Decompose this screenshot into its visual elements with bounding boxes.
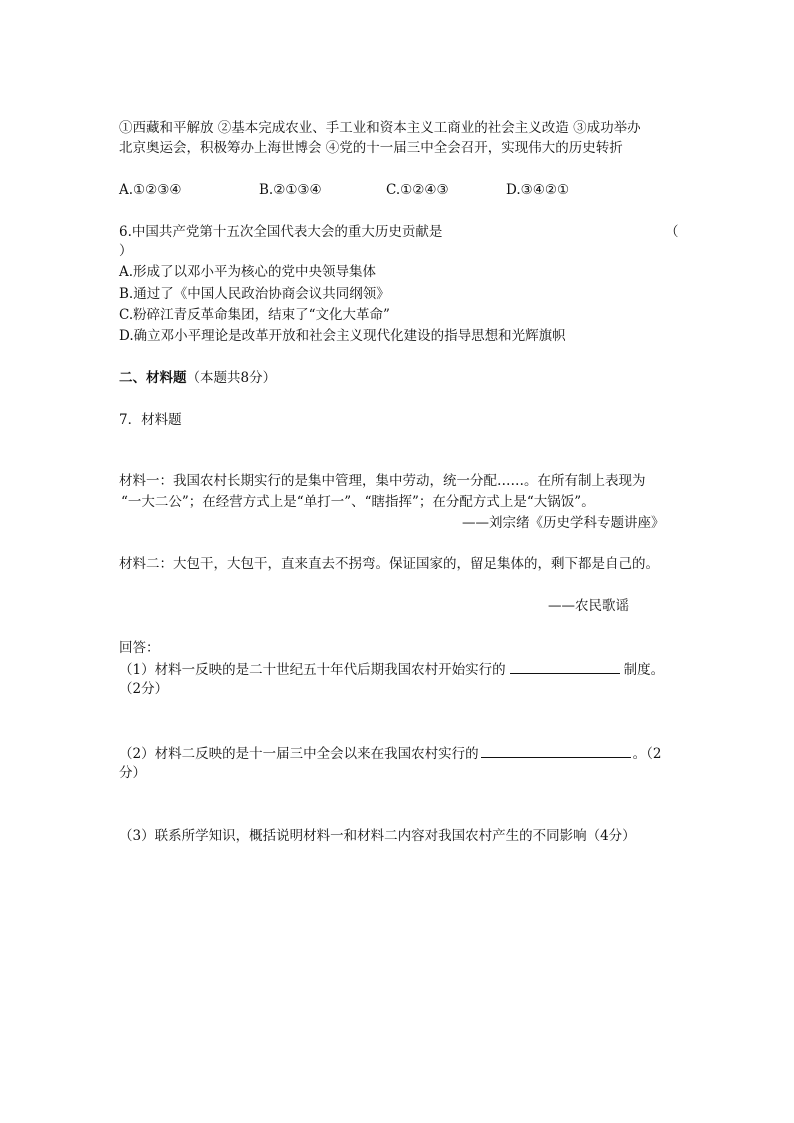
material-1-line-2: “一大二公”；在经营方式上是“单打一”、“瞎指挥”；在分配方式上是“大锅饭”。	[121, 494, 595, 510]
q6-paren-close: ）	[119, 243, 133, 259]
q5-statements-line-1: ①西藏和平解放 ②基本完成农业、手工业和资本主义工商业的社会主义改造 ③成功举办	[119, 120, 641, 136]
answer-label: 回答：	[119, 640, 160, 656]
sub-question-1-answer-blank[interactable]	[510, 659, 620, 674]
q6-option-c: C.粉碎江青反革命集团，结束了“文化大革命”	[119, 307, 390, 323]
sub-question-1-after: 制度。	[623, 662, 665, 678]
material-1-line-1: 材料一：我国农村长期实行的是集中管理，集中劳动，统一分配……。在所有制上表现为	[119, 473, 646, 489]
q6-option-d: D.确立邓小平理论是改革开放和社会主义现代化建设的指导思想和光辉旗帜	[119, 328, 566, 344]
sub-question-1-points: （2分）	[119, 681, 169, 697]
material-1-source: ——刘宗绪《历史学科专题讲座》	[462, 515, 665, 531]
q5-option-b: B.②①③④	[259, 182, 322, 198]
sub-question-3-text: （3）联系所学知识，概括说明材料一和材料二内容对我国农村产生的不同影响（4分）	[119, 828, 636, 844]
section-title: 二、材料题	[119, 370, 187, 386]
sub-question-1	[119, 659, 664, 680]
q5-option-c: C.①②④③	[386, 182, 449, 198]
material-2-source: ——农民歌谣	[548, 598, 629, 614]
q5-option-a: A.①②③④	[119, 182, 182, 198]
sub-question-2-text: （2）材料二反映的是十一届三中全会以来在我国农村实行的	[119, 746, 479, 762]
q7-label: 7．材料题	[119, 412, 182, 428]
section-score-note: （本题共8分）	[186, 370, 277, 386]
sub-question-2-after: 。（2	[632, 746, 662, 762]
q6-paren-open: （	[665, 224, 679, 240]
sub-question-1-text: （1）材料一反映的是二十世纪五十年代后期我国农村开始实行的	[119, 662, 506, 678]
q6-option-b: B.通过了《中国人民政治协商会议共同纲领》	[119, 286, 390, 302]
q5-statements-line-2: 北京奥运会，积极筹办上海世博会 ④党的十一届三中全会召开，实现伟大的历史转折	[119, 140, 623, 156]
sub-question-2	[119, 743, 661, 764]
q6-stem: 6.中国共产党第十五次全国代表大会的重大历史贡献是	[119, 224, 443, 240]
sub-question-2-points: 分）	[119, 765, 146, 781]
q5-option-d: D.③④②①	[506, 182, 570, 198]
sub-question-2-answer-blank[interactable]	[481, 743, 631, 758]
q6-option-a: A.形成了以邓小平为核心的党中央领导集体	[119, 264, 377, 280]
material-2-line-1: 材料二：大包干，大包干，直来直去不拐弯。保证国家的，留足集体的，剩下都是自己的。	[119, 556, 659, 572]
section-heading	[119, 368, 276, 388]
